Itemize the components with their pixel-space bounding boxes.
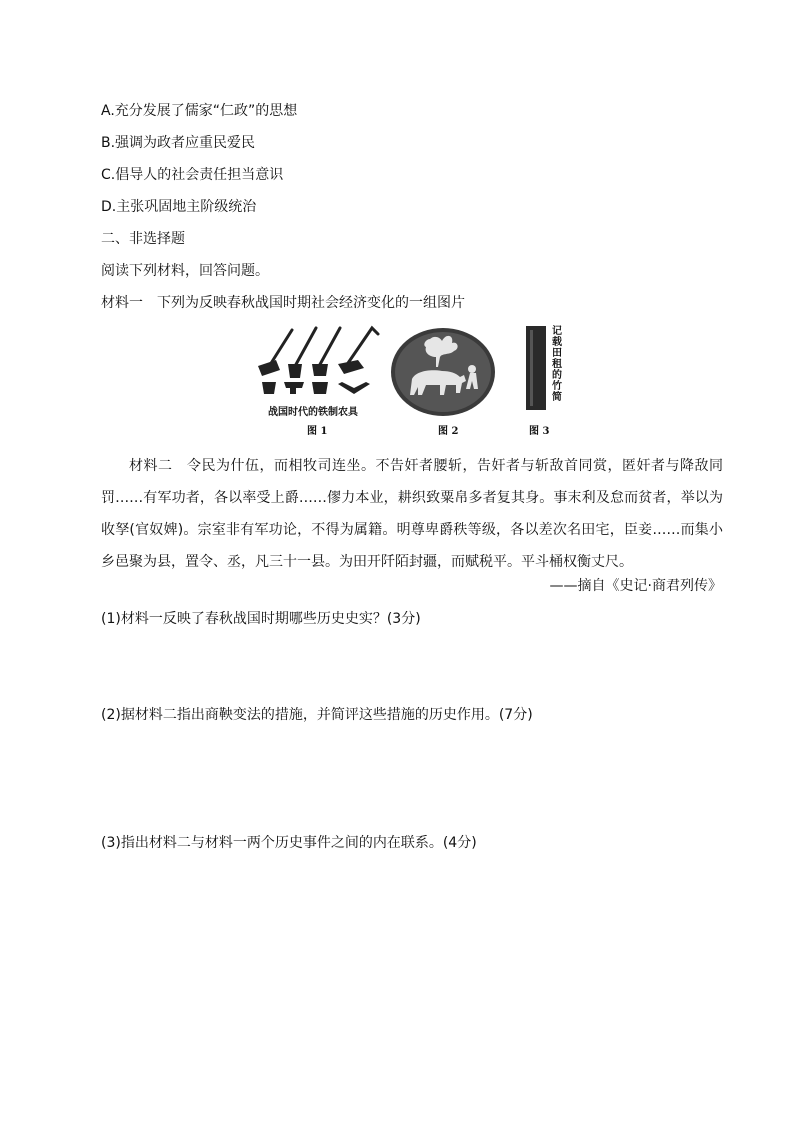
- instruction-text: 阅读下列材料，回答问题。: [101, 263, 269, 279]
- fig3-caption: 图 3: [529, 426, 550, 437]
- material2-text: 材料二 令民为什伍，而相牧司连坐。不告奸者腰斩，告奸者与斩敌首同赏，匿奸者与降敌同罚……有军功者，各以率受上爵……僇力本业，耕织致粟帛多者复其身。事末利及怠而贫者，举以为收孥(官奴婢)。宗室非有军功论，不得为属籍。明尊卑爵秩等级，各以差次名田宅，臣妾……而集小乡邑聚为县，置令、丞，凡三十一县。为田开阡陌封疆，而赋税平。平斗桶权衡丈尺。: [101, 458, 723, 570]
- option-b: B.强调为政者应重民爱民: [101, 135, 256, 151]
- fig3-vertical-text: 记载田租的竹简: [552, 326, 562, 403]
- question-2: (2)据材料二指出商鞅变法的措施，并简评这些措施的历史作用。(7分): [101, 707, 533, 723]
- material2-source: ——摘自《史记·商君列传》: [549, 578, 722, 594]
- option-a: A.充分发展了儒家“仁政”的思想: [101, 103, 298, 119]
- fig1-label: 战国时代的铁制农具: [268, 407, 358, 418]
- fig2-caption: 图 2: [438, 426, 459, 437]
- ox-plough-relief: [390, 327, 496, 417]
- bamboo-slip-highlight: [530, 330, 533, 406]
- option-c: C.倡导人的社会责任担当意识: [101, 167, 284, 183]
- iron-tools-illustration: [254, 324, 384, 400]
- bamboo-slip: [526, 326, 546, 410]
- fig1-caption: 图 1: [307, 426, 328, 437]
- section-title: 二、非选择题: [101, 231, 185, 247]
- option-d: D.主张巩固地主阶级统治: [101, 199, 257, 215]
- question-3: (3)指出材料二与材料一两个历史事件之间的内在联系。(4分): [101, 835, 477, 851]
- question-1: (1)材料一反映了春秋战国时期哪些历史史实？(3分): [101, 611, 421, 627]
- material1-intro: 材料一 下列为反映春秋战国时期社会经济变化的一组图片: [101, 295, 465, 311]
